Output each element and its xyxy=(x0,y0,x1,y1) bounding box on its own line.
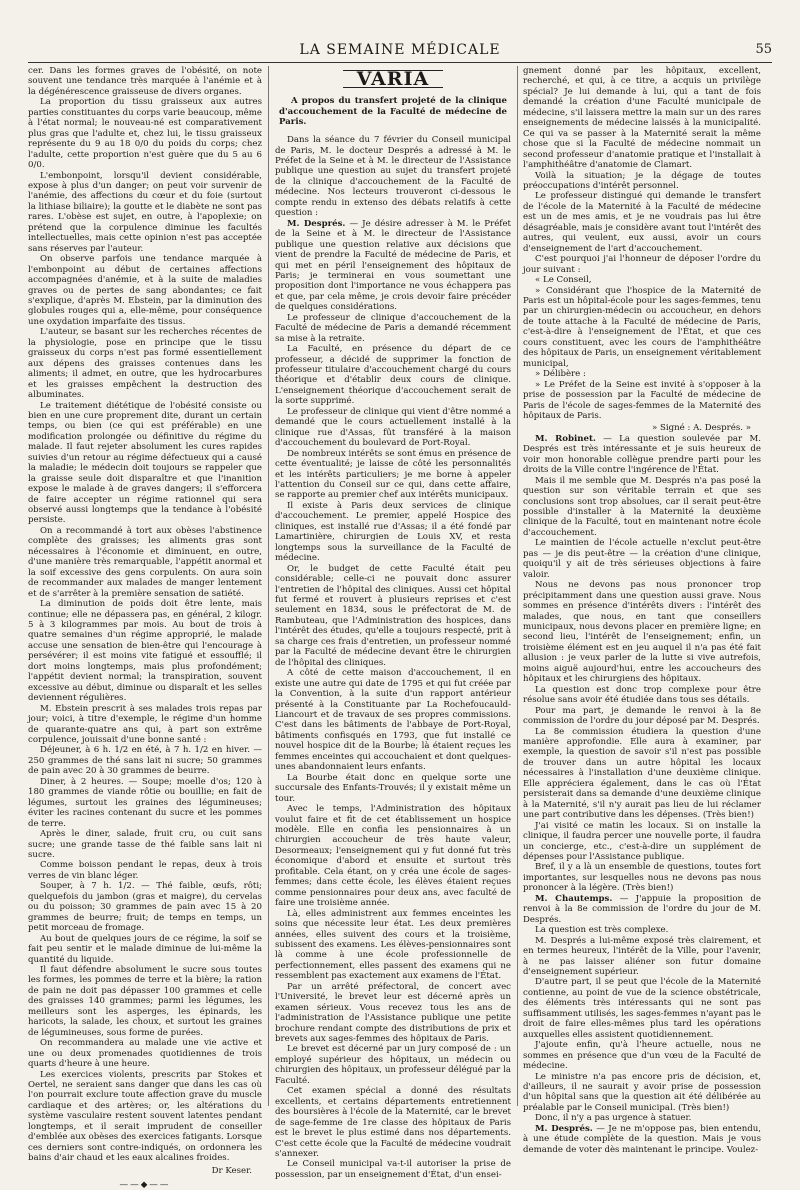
column-separator xyxy=(517,66,518,1106)
paragraph: Cet examen spécial a donné des résultats excellents, et certains départements entretiennent des boursières à l'école de la Maternité, car le brevet de sage-femme de 1re classe des hôpitaux de Paris est le brevet le plus estimé dans nos départements. C'est cette école que la Faculté de médecine voudrait s'annexer. xyxy=(275,1086,511,1160)
column-3 xyxy=(523,66,762,1155)
header-rule xyxy=(28,62,772,63)
paragraph: J'ajoute enfin, qu'à l'heure actuelle, nous ne sommes en présence que d'un vœu de la Faculté de médecine. xyxy=(523,1040,761,1072)
paragraph: Il existe à Paris deux services de clinique d'accouchement. Le premier, appelé Hospice des cliniques, est installé rue d'Assas; il a été fondé par Lamartinière, chirurgien de Louis XV, et resta longtemps sous la surveillance de la Faculté de médecine. xyxy=(275,500,511,564)
paragraph: La question est très complexe. xyxy=(535,925,669,936)
paragraph: Au bout de quelques jours de ce régime, la soif se fait peu sentir et le malade diminue de lui-même la quantité du liquide. xyxy=(28,933,262,965)
paragraph: Souper, à 7 h. 1/2. — Thé faible, œufs, rôti; quelquefois du jambon (gras et maigre), du cervelas ou du poisson; 30 grammes de pain avec 15 à 20 grammes de beurre; fruit; de temps en temps, un petit morceau de fromage. xyxy=(28,881,262,934)
paragraph: J'ai visité ce matin les locaux. Si on installe la clinique, il faudra percer une nouvelle porte, il faudra un concierge, etc., c'est-à-dire un supplément de dépenses pour l'Assistance publique. xyxy=(523,820,761,862)
page-number: 55 xyxy=(755,42,772,57)
paragraph: A côté de cette maison d'accouchement, il en existe une autre qui date de 1795 et qui fut créée par la Convention, à la suite d'un rapport antérieur présenté à la Constituante par La Rochefoucauld-Liancourt et de travaux de ses propres commissions. C'est dans les bâtiments de l'abbaye de Port-Royal, bâtiments confisqués en 1793, que fut installé ce nouvel hospice dit de la Bourbe; là étaient reçues les femmes enceintes qui accouchaient et dont quelques-unes abandonnaient leurs enfants. xyxy=(275,668,511,773)
paragraph: Dans la séance du 7 février du Conseil municipal de Paris, M. le docteur Després a adressé à M. le Préfet de la Seine et à M. le directeur de l'Assistance publique une question au sujet du transfert projeté de la clinique d'accouchement de la Faculté de médecine. Nos lecteurs trouveront ci-dessous le compte rendu in extenso des débats relatifs à cette question : xyxy=(275,135,511,219)
paragraph: Donc, il n'y a pas urgence à statuer. xyxy=(535,1113,692,1124)
journal-title: LA SEMAINE MÉDICALE xyxy=(299,42,501,58)
paragraph: D'autre part, il se peut que l'école de la Maternité contienne, au point de vue de la science obstétricale, des éléments très intéressants qui ne sont pas suffisamment utilisés, les sages-femmes n'ayant pas le droit de faire elles-mêmes plus tard les opérations auxquelles elles assistent quotidiennement. xyxy=(523,977,761,1040)
column-2 xyxy=(275,66,511,1180)
paragraph: Il faut défendre absolument le sucre sous toutes les formes, les pommes de terre et la bière; la ration de pain ne doit pas dépasser 100 grammes et celle des graisses 140 grammes; parmi les légumes, les meilleurs sont les asperges, les épinards, les haricots, la salade, les choux, et surtout les graines de légumineuses, sous forme de purées. xyxy=(28,964,262,1038)
paragraph: Le professeur de clinique d'accouchement de la Faculté de médecine de Paris a demandé récemment sa mise à la retraite. xyxy=(275,312,511,344)
paragraph: L'auteur, se basant sur les recherches récentes de la physiologie, pose en principe que le tissu graisseux du corps n'est pas formé essentiellement aux dépens des graisses contenues dans les aliments; il admet, en outre, que les hydrocarbures et les graisses empêchent la destruction des albuminates. xyxy=(28,327,262,401)
speech xyxy=(523,1124,761,1155)
paragraph: L'embonpoint, lorsqu'il devient considérable, expose à plus d'un danger; on peut voir survenir de l'anémie, des affections du cœur et du foie (surtout la lithiase biliaire); la goutte et le diabète ne sont pas rares. L'obèse est sujet, en outre, à l'apoplexie; on prétend que la corpulence diminue les facultés intellectuelles, mais cette opinion n'est pas acceptée sans réserves par l'auteur. xyxy=(28,170,262,254)
section-title: VARIA xyxy=(275,70,511,88)
motion-signature: » Signé : A. Després. » xyxy=(652,423,751,434)
paragraph: M. Ebstein prescrit à ses malades trois repas par jour; voici, à titre d'exemple, le régime d'un homme de quarante-quatre ans qui, à part son extrême corpulence, jouissait d'une bonne santé : xyxy=(28,703,262,745)
speaker-name: M. Després. xyxy=(287,218,346,229)
article-title: A propos du transfert projeté de la clinique d'accouchement de la Faculté de médecine de Paris. xyxy=(279,96,507,127)
paragraph: La Bourbe était donc en quelque sorte une succursale des Enfants-Trouvés; il y existait même un tour. xyxy=(275,772,511,804)
speech-text: — J'appuie la proposition de renvoi à la 8e commission de l'ordre du jour de M. Després. xyxy=(523,893,761,925)
paragraph: gnement donné par les hôpitaux, excellent, recherché, et qui, à ce titre, a acquis un privilège spécial? Je lui demande à lui, qui a tant de fois demandé la création d'une Faculté municipale de médecine, s'il laissera mettre la main sur un des rares enseignements de médecine laissés à la municipalité. Ce qui va se passer à la Maternité serait la même chose que si la Faculté de médecine nommait un second professeur d'anatomie pratique et l'installait à l'amphithéâtre d'anatomie de Clamart. xyxy=(523,66,761,171)
speech xyxy=(523,894,761,925)
paragraph: Le ministre n'a pas encore pris de décision, et, d'ailleurs, il ne saurait y avoir prise de possession d'un hôpital sans que la question ait été délibérée au préalable par le Conseil municipal. (Très bien!) xyxy=(523,1071,761,1113)
paragraph: cer. Dans les formes graves de l'obésité, on note souvent une tendance très marquée à l'anémie et à la dégénérescence graisseuse de divers organes. xyxy=(28,66,262,97)
paragraph: On observe parfois une tendance marquée à l'embonpoint au début de certaines affections accompagnées d'anémie, et à la suite de maladies graves ou de pertes de sang abondantes; ce fait s'explique, d'après M. Ebstein, par la diminution des globules rouges qui a, elle-même, pour conséquence une oxydation imparfaite des tissus. xyxy=(28,254,262,327)
paragraph: Le brevet est décerné par un jury composé de : un employé supérieur des hôpitaux, un médecin ou chirurgien des hôpitaux, un professeur délégué par la Faculté. xyxy=(275,1044,511,1086)
speech-text: — Je désire adresser à M. le Préfet de la Seine et à M. le directeur de l'Assistance publique une question relative aux décisions que vient de prendre la Faculté de médecine de Paris, et qui met en péril l'enseignement des hôpitaux de Paris; je terminerai en vous soumettant une proposition dont l'importance ne vous échappera pas et que, par cela même, je crois devoir faire précéder de quelques considérations. xyxy=(275,218,511,313)
paragraph: Le maintien de l'école actuelle n'exclut peut-être pas — je dis peut-être — la création d'une clinique, quoiqu'il y ait de très sérieuses objections à faire valoir. xyxy=(523,538,761,580)
paragraph: La Faculté, en présence du départ de ce professeur, a décidé de supprimer la fonction de professeur titulaire d'accouchement chargé du cours théorique et d'établir deux cours de clinique. L'enseignement théorique d'accouchement serait de la sorte supprimé. xyxy=(275,344,511,407)
speech xyxy=(275,219,511,313)
author-signature: Dr Keser. xyxy=(211,1165,252,1176)
paragraph: Bref, il y a là un ensemble de questions, toutes fort importantes, sur lesquelles nous ne devons pas nous prononcer à la légère. (Très bien!) xyxy=(523,862,761,894)
speaker-name: M. Chautemps. xyxy=(535,893,613,904)
motion-line: » Considérant que l'hospice de la Maternité de Paris est un hôpital-école pour les sages-femmes, tenu par un chirurgien-médecin ou accoucheur, en dehors de toute attache à la Faculté de médecine de Paris, c'est-à-dire à l'enseignement de l'État, et que ces cours constituent, avec les cours de l'amphithéâtre des hôpitaux de Paris, un enseignement véritablement municipal, xyxy=(523,285,761,369)
paragraph: On recommandera au malade une vie active et une ou deux promenades quotidiennes de trois quarts d'heure à une heure. xyxy=(28,1038,262,1070)
paragraph: M. Després a lui-même exposé très clairement, et en termes heureux, l'intérêt de la Ville, pour l'avenir, à ne pas laisser aliéner son futur domaine d'enseignement supérieur. xyxy=(523,935,761,977)
paragraph: De nombreux intérêts se sont émus en présence de cette éventualité; je laisse de côté les personnalités et les intérêts particuliers; je me borne à appeler l'attention du Conseil sur ce qui, dans cette affaire, se rapporte au premier chef aux intérêts municipaux. xyxy=(275,448,511,501)
paragraph: Là, elles administrent aux femmes enceintes les soins que nécessite leur état. Les deux premières années, elles suivent des cours et la troisième, subissent des examens. Les élèves-pensionnaires sont là comme à une école professionnelle de perfectionnement, elles passent des examens qui ne ressemblent pas exactement aux examens de l'État. xyxy=(275,908,511,982)
speaker-name: M. Després. xyxy=(535,1123,593,1134)
motion-line: « Le Conseil, xyxy=(535,275,592,286)
paragraph: La proportion du tissu graisseux aux autres parties constituantes du corps varie beaucoup, même à l'état normal; le nouveau-né est comparativement plus gras que l'adulte et, chez lui, le tissu graisseux représente du 9 au 18 0/0 du poids du corps; chez l'adulte, cette proportion n'est guère que du 5 au 6 0/0. xyxy=(28,97,262,171)
paragraph: La 8e commission étudiera la question d'une manière approfondie. Elle aura à examiner, par exemple, la question de savoir s'il n'est pas possible de trouver dans un autre hôpital les locaux nécessaires à l'installation d'une deuxième clinique. Elle appréciera également, dans le cas où l'État persisterait dans sa demande d'une deuxième clinique à la Maternité, s'il n'y aurait pas lieu de lui réclamer une part contributive dans les dépenses. (Très bien!) xyxy=(523,726,761,821)
paragraph: La diminution de poids doit être lente, mais continue; elle ne dépassera pas, en général, 2 kilogr. 5 à 3 kilogrammes par mois. Au bout de trois à quatre semaines d'un régime approprié, le malade accuse une sensation de bien-être qui l'encourage à persévérer; il est moins vite fatigué et essoufflé; il dort moins longtemps, mais plus profondément; l'appétit devient normal; la transpiration, souvent excessive au début, diminue ou disparaît et les selles deviennent régulières. xyxy=(28,599,262,704)
paragraph: Le Conseil municipal va-t-il autoriser la prise de possession, par un enseignement d'État, d'un ensei- xyxy=(275,1159,511,1180)
paragraph: Pour ma part, je demande le renvoi à la 8e commission de l'ordre du jour déposé par M. Després. xyxy=(523,705,761,727)
paragraph: Déjeuner, à 6 h. 1/2 en été, à 7 h. 1/2 en hiver. — 250 grammes de thé sans lait ni sucre; 50 grammes de pain avec 20 à 30 grammes de beurre. xyxy=(28,745,262,777)
column-1 xyxy=(28,66,262,1190)
motion-line: » Délibère : xyxy=(535,369,586,380)
paragraph: Or, le budget de cette Faculté était peu considérable; celle-ci ne pouvait donc assurer l'entretien de l'hôpital des cliniques. Aussi cet hôpital fut fermé et rouvert à plusieurs reprises et c'est seulement en 1834, sous le préfectorat de M. de Rambuteau, que l'Administration des hospices, dans l'intérêt des études, qu'elle a toujours respecté, prit à sa charge ces frais d'entretien, un professeur nommé par la Faculté de médecine devant être le chirurgien de l'hôpital des cliniques. xyxy=(275,563,511,668)
column-separator xyxy=(268,66,269,1106)
end-ornament: ——◆—— xyxy=(119,1180,171,1190)
paragraph: C'est pourquoi j'ai l'honneur de déposer l'ordre du jour suivant : xyxy=(523,254,761,275)
speaker-name: M. Robinet. xyxy=(535,433,596,444)
paragraph: Après le diner, salade, fruit cru, ou cuit sans sucre; une grande tasse de thé faible sans lait ni sucre. xyxy=(28,829,262,860)
paragraph: Comme boisson pendant le repas, deux à trois verres de vin blanc léger. xyxy=(28,860,262,881)
paragraph: Voilà la situation; je la dégage de toutes préoccupations d'intérêt personnel. xyxy=(523,170,761,191)
speech-text: — Je ne m'oppose pas, bien entendu, à une étude complète de la question. Mais je vous demande de voter dès maintenant le principe. Voulez- xyxy=(523,1123,762,1155)
paragraph: Nous ne devons pas nous prononcer trop précipitamment dans une question aussi grave. Nous sommes en présence d'intérêts divers : l'intérêt des malades, que nous, en tant que conseillers municipaux, nous devons placer en première ligne; en second lieu, l'intérêt de l'enseignement; enfin, un troisième élément est en jeu auquel il n'a pas été fait allusion : je veux parler de la lutte si vive autrefois, moins aiguë aujourd'hui, entre les accoucheurs des hôpitaux et les chirurgiens des hôpitaux. xyxy=(523,580,761,685)
paragraph: Le traitement diététique de l'obésité consiste ou bien en une cure proprement dite, durant un certain temps, ou bien (ce qui est préférable) en une modification prolongée ou définitive du régime du malade. Il faut rejeter absolument les cures rapides suivies d'un retour au régime défectueux qui a causé la maladie; le médecin doit toujours se rappeler que la graisse seule doit disparaître et que l'inanition expose le malade à de graves dangers; il s'efforcera de faire accepter un régime rationnel qui sera observé aussi longtemps que la tendance à l'obésité persiste. xyxy=(28,400,262,526)
paragraph: Avec le temps, l'Administration des hôpitaux voulut faire et fit de cet établissement un hospice modèle. Elle en confia les pensionnaires à un chirurgien accoucheur de très haute valeur, Desormeaux; l'enseignement qui y fut donné fut très économique d'abord et ensuite et surtout très profitable. Cela étant, on y créa une école de sages-femmes; dans cette école, les élèves étaient reçues comme pensionnaires pour deux ans, avec faculté de faire une troisième année. xyxy=(275,804,511,909)
page-header xyxy=(28,42,772,60)
motion-line: » Le Préfet de la Seine est invité à s'opposer à la prise de possession par la Faculté de médecine de Paris de l'école de sages-femmes de la Maternité des hôpitaux de Paris. xyxy=(523,379,761,421)
paragraph: Les exercices violents, prescrits par Stokes et Oertel, ne seraient sans danger que dans les cas où l'on pourrait exclure toute affection grave du muscle cardiaque et des artères; or, les altérations du système vasculaire restent souvent latentes pendant longtemps, et il serait imprudent de conseiller d'emblée aux obèses des exercices fatigants. Lorsque ces derniers sont contre-indiqués, on ordonnera les bains d'air chaud et les eaux alcalines froides. xyxy=(28,1069,262,1164)
paragraph: La question est donc trop complexe pour être résolue sans avoir été étudiée dans tous ses détails. xyxy=(523,684,761,706)
speech xyxy=(523,434,761,476)
paragraph: Le professeur de clinique qui vient d'être nommé a demandé que le cours actuellement installé à la clinique rue d'Assas, fût transféré à la maison d'accouchement du boulevard de Port-Royal. xyxy=(275,406,511,449)
paragraph: Par un arrêté préfectoral, de concert avec l'Université, le brevet leur est décerné après un examen sérieux. Vous recevez tous les ans de l'administration de l'Assistance publique une petite brochure rendant compte des distributions de prix et brevets aux sages-femmes des hôpitaux de Paris. xyxy=(275,981,511,1045)
paragraph: On a recommandé à tort aux obèses l'abstinence complète des graisses; les aliments gras sont nécessaires à l'économie et diminuent, en outre, d'une manière très remarquable, l'appétit anormal et la soif excessive des gens corpulents. On aura soin de recommander aux malades de manger lentement et de s'arrêter à la première sensation de satiété. xyxy=(28,525,262,599)
paragraph: Diner, à 2 heures. — Soupe; moelle d'os; 120 à 180 grammes de viande rôtie ou bouillie; en fait de légumes, surtout les graines des légumineuses; éviter les racines contenant du sucre et les pommes de terre. xyxy=(28,776,262,829)
speech-text: — La question soulevée par M. Després est très intéressante et je suis heureux de voir mon honorable collègue prendre parti pour les droits de la Ville contre l'ingérence de l'État. xyxy=(523,433,761,476)
paragraph: Le professeur distingué qui demande le transfert de l'école de la Maternité à la Faculté de médecine est un de mes amis, et je ne voudrais pas lui être désagréable, mais je considère avant tout l'intérêt des autres, qui veulent, eux aussi, avoir un cours d'enseignement de l'art d'accouchement. xyxy=(523,191,761,254)
paragraph: Mais il me semble que M. Després n'a pas posé la question sur son véritable terrain et que ses conclusions sont trop absolues, car il serait peut-être possible d'installer à la Maternité la deuxième clinique de la Faculté, tout en maintenant notre école d'accouchement. xyxy=(523,475,761,538)
